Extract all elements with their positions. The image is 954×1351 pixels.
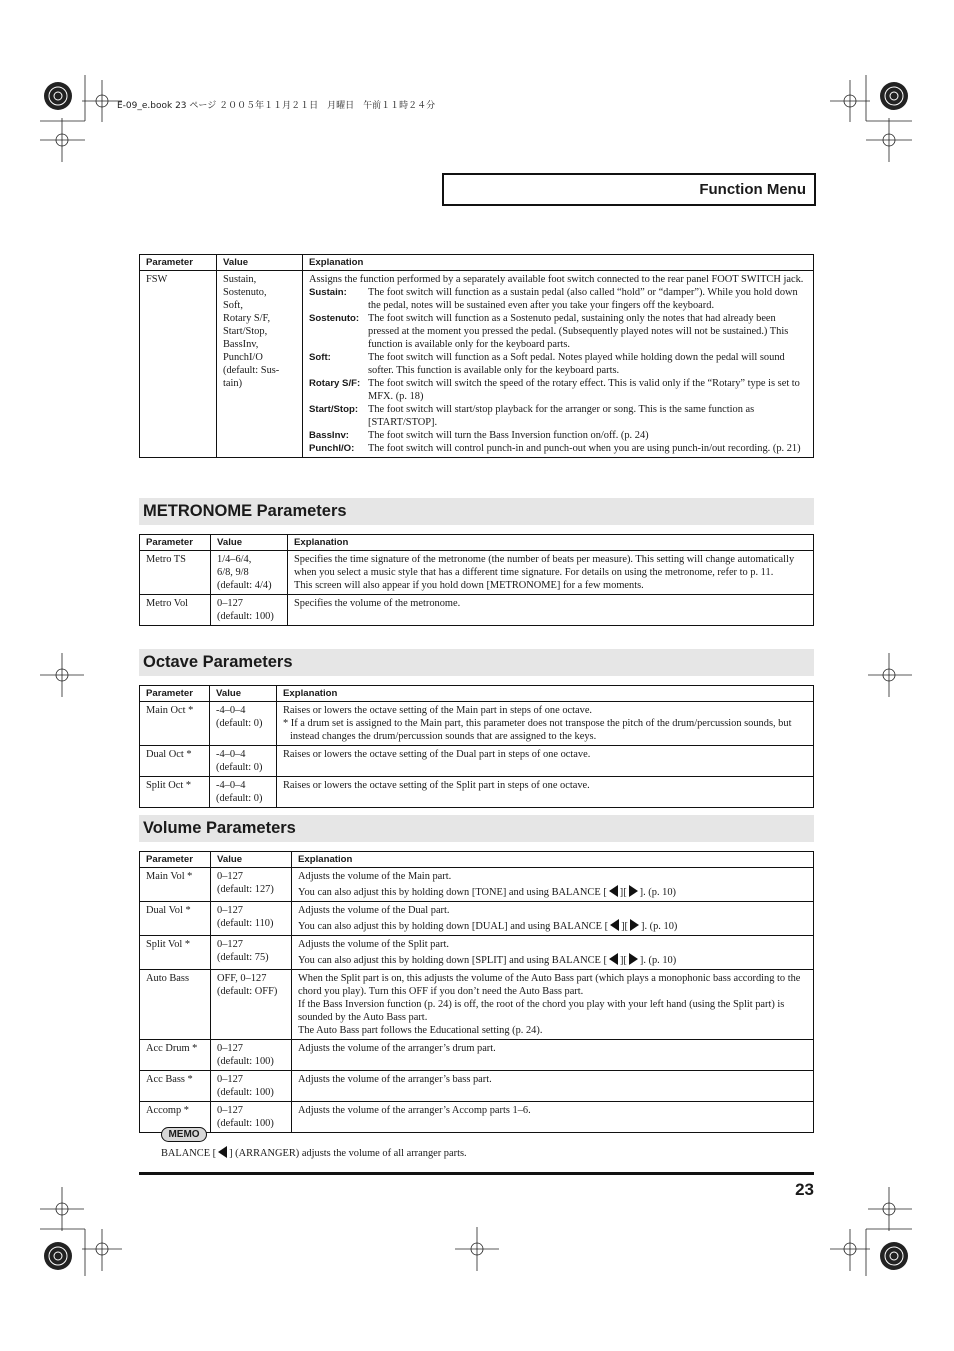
col-header-value: Value (211, 535, 288, 551)
explanation-text: Raises or lowers the octave setting of the Dual part in steps of one octave. (283, 749, 591, 760)
table-row (140, 777, 814, 808)
definition-item (309, 429, 807, 442)
param-cell: Acc Bass * (140, 1071, 211, 1102)
balance-pre: You can also adjust this by holding down [DUAL] and using BALANCE [ (298, 921, 609, 932)
balance-post: ]. (p. 10) (639, 887, 677, 898)
param-cell: FSW (140, 271, 217, 458)
metronome-heading-text: METRONOME Parameters (143, 502, 347, 520)
explanation-text: Adjusts the volume of the Dual part. (298, 905, 450, 916)
table-row (140, 551, 814, 595)
explanation-cell (292, 970, 814, 1040)
explanation-cell (292, 1102, 814, 1133)
col-header-parameter: Parameter (140, 852, 211, 868)
explanation-cell (303, 271, 814, 458)
definition-item (309, 351, 807, 377)
col-header-value: Value (210, 686, 277, 702)
explanation-cell (277, 746, 814, 777)
page-number: 23 (795, 1180, 814, 1199)
explanation-note: * If a drum set is assigned to the Main part, this parameter does not transpose the pitch of the drum/percussion sounds, but instead changes the drum/percussion sounds that are assigned to the keys. (283, 718, 792, 742)
definition-desc: The foot switch will switch the speed of the rotary effect. This is valid only if the “Rotary” type is set to MFX. (p. 18) (368, 378, 800, 402)
balance-text (298, 919, 807, 933)
explanation-text: If the Bass Inversion function (p. 24) is off, the root of the chord you play with your left hand (using the Split part) is sounded by the Auto Bass part. (298, 999, 785, 1023)
definition-term: Start/Stop: (309, 404, 359, 415)
param-cell: Accomp * (140, 1102, 211, 1133)
value-cell: 0–127 (default: 100) (211, 1071, 292, 1102)
value-cell: 0–127 (default: 100) (211, 595, 288, 626)
definition-desc: The foot switch will function as a sustain pedal (also called “hold” or “damper”). While you hold down the pedal, notes will be sustained even after you take your fingers off the keyboard. (368, 287, 798, 311)
definition-desc: The foot switch will function as a Soft pedal. Notes played while holding down the pedal will sound softer. This function is available only for the keyboard parts. (368, 352, 785, 376)
definition-desc: The foot switch will function as a Sostenuto pedal, sustaining only the notes that had already been pressed at the moment you pressed the pedal. (Subsequently played notes will not be sustained.) This function is available only for the keyboard parts. (368, 313, 789, 350)
explanation-text: Adjusts the volume of the arranger’s Accomp parts 1–6. (298, 1105, 531, 1116)
param-cell: Main Oct * (140, 702, 210, 746)
value-cell: -4–0–4 (default: 0) (210, 746, 277, 777)
explanation-cell (292, 936, 814, 970)
balance-mid: ][ (619, 955, 627, 966)
definition-item (309, 377, 807, 403)
explanation-text: Specifies the time signature of the metronome (the number of beats per measure). This setting will change automatically when you select a music style that has a different time signature. For details on using the metronome, refer to p. 11. (294, 554, 795, 578)
col-header-value: Value (217, 255, 303, 271)
col-header-explanation: Explanation (277, 686, 814, 702)
metronome-heading (139, 498, 814, 525)
memo-post: ] (ARRANGER) adjusts the volume of all arranger parts. (229, 1148, 467, 1159)
col-header-explanation: Explanation (303, 255, 814, 271)
param-cell: Split Oct * (140, 777, 210, 808)
col-header-parameter: Parameter (140, 535, 211, 551)
explanation-text: Adjusts the volume of the Split part. (298, 939, 449, 950)
explanation-text: The Auto Bass part follows the Educational setting (p. 24). (298, 1025, 543, 1036)
memo-pre: BALANCE [ (161, 1148, 217, 1159)
definition-term: PunchI/O: (309, 443, 355, 454)
definition-item (309, 286, 807, 312)
table-row (140, 1102, 814, 1133)
definition-item (309, 442, 807, 455)
table-row (140, 746, 814, 777)
value-cell: 0–127 (default: 127) (211, 868, 292, 902)
col-header-parameter: Parameter (140, 686, 210, 702)
value-cell: 0–127 (default: 110) (211, 902, 292, 936)
left-arrow-icon (218, 1146, 227, 1158)
balance-text (298, 885, 807, 899)
col-header-parameter: Parameter (140, 255, 217, 271)
value-cell: Sustain, Sostenuto, Soft, Rotary S/F, Start/Stop, BassInv, PunchI/O (default: Sus- tain) (217, 271, 303, 458)
param-cell: Main Vol * (140, 868, 211, 902)
metronome-table (139, 534, 814, 626)
octave-table (139, 685, 814, 808)
left-arrow-icon (609, 953, 618, 965)
explanation-cell (277, 702, 814, 746)
definition-term: Rotary S/F: (309, 378, 361, 389)
right-arrow-icon (630, 919, 639, 931)
table-row (140, 702, 814, 746)
value-cell: 0–127 (default: 100) (211, 1040, 292, 1071)
octave-heading (139, 649, 814, 676)
definition-item (309, 403, 807, 429)
table-row (140, 595, 814, 626)
table-row (140, 1071, 814, 1102)
balance-post: ]. (p. 10) (641, 921, 678, 932)
param-cell: Auto Bass (140, 970, 211, 1040)
value-cell: OFF, 0–127 (default: OFF) (211, 970, 292, 1040)
table-row (140, 970, 814, 1040)
definition-term: Sustain: (309, 287, 347, 298)
param-cell: Dual Oct * (140, 746, 210, 777)
col-header-value: Value (211, 852, 292, 868)
explanation-text: This screen will also appear if you hold down [METRONOME] for a few moments. (294, 580, 644, 591)
table-row (140, 271, 814, 458)
definition-term: Soft: (309, 352, 331, 363)
definition-desc: The foot switch will turn the Bass Inversion function on/off. (p. 24) (368, 430, 649, 441)
balance-mid: ][ (621, 921, 628, 932)
definition-item (309, 312, 807, 351)
value-cell: -4–0–4 (default: 0) (210, 702, 277, 746)
explanation-text: Assigns the function performed by a separately available foot switch connected to the rear panel FOOT SWITCH jack. (309, 274, 804, 285)
table-row (140, 902, 814, 936)
octave-heading-text: Octave Parameters (143, 653, 293, 671)
definition-term: BassInv: (309, 430, 349, 441)
balance-pre: You can also adjust this by holding down [TONE] and using BALANCE [ (298, 887, 607, 898)
explanation-text: Raises or lowers the octave setting of the Main part in steps of one octave. (283, 705, 593, 716)
explanation-cell (288, 551, 814, 595)
volume-heading (139, 815, 814, 842)
balance-post: ]. (p. 10) (639, 955, 677, 966)
param-cell: Dual Vol * (140, 902, 211, 936)
printer-info: E-09_e.book 23 ページ ２００５年１１月２１日 月曜日 午前１１時２４分 (117, 101, 436, 111)
definition-desc: The foot switch will start/stop playback for the arranger or song. This is the same function as [START/STOP]. (368, 404, 755, 428)
definition-desc: The foot switch will control punch-in and punch-out when you are using punch-in/out recording. (p. 21) (368, 443, 801, 454)
explanation-cell (277, 777, 814, 808)
memo-badge: MEMO (161, 1127, 207, 1142)
table-row (140, 936, 814, 970)
param-cell: Split Vol * (140, 936, 211, 970)
col-header-explanation: Explanation (292, 852, 814, 868)
balance-pre: You can also adjust this by holding down [SPLIT] and using BALANCE [ (298, 955, 607, 966)
explanation-cell (292, 1071, 814, 1102)
explanation-text: When the Split part is on, this adjusts the volume of the Auto Bass part (which plays a monophonic bass according to the chord you play). Turn this OFF if you don’t need the Auto Bass part. (298, 973, 801, 997)
fsw-table (139, 254, 814, 458)
param-cell: Metro Vol (140, 595, 211, 626)
explanation-text: Adjusts the volume of the Main part. (298, 871, 452, 882)
explanation-text: Raises or lowers the octave setting of the Split part in steps of one octave. (283, 780, 590, 791)
table-row (140, 1040, 814, 1071)
explanation-cell (292, 1040, 814, 1071)
definition-term: Sostenuto: (309, 313, 360, 324)
explanation-cell (292, 902, 814, 936)
value-cell: 1/4–6/4, 6/8, 9/8 (default: 4/4) (211, 551, 288, 595)
explanation-text: Specifies the volume of the metronome. (294, 598, 461, 609)
balance-mid: ][ (619, 887, 627, 898)
volume-heading-text: Volume Parameters (143, 819, 296, 837)
footer-rule (139, 1172, 814, 1175)
value-cell: 0–127 (default: 75) (211, 936, 292, 970)
left-arrow-icon (610, 919, 619, 931)
memo-text (161, 1146, 467, 1159)
explanation-text: Adjusts the volume of the arranger’s bass part. (298, 1074, 492, 1085)
section-title-box (442, 173, 816, 206)
col-header-explanation: Explanation (288, 535, 814, 551)
right-arrow-icon (629, 953, 638, 965)
value-cell: -4–0–4 (default: 0) (210, 777, 277, 808)
explanation-cell (292, 868, 814, 902)
right-arrow-icon (629, 885, 638, 897)
value-cell: 0–127 (default: 100) (211, 1102, 292, 1133)
balance-text (298, 953, 807, 967)
param-cell: Metro TS (140, 551, 211, 595)
section-title: Function Menu (699, 181, 806, 198)
volume-table (139, 851, 814, 1133)
table-row (140, 868, 814, 902)
explanation-text: Adjusts the volume of the arranger’s drum part. (298, 1043, 496, 1054)
explanation-cell (288, 595, 814, 626)
left-arrow-icon (609, 885, 618, 897)
param-cell: Acc Drum * (140, 1040, 211, 1071)
